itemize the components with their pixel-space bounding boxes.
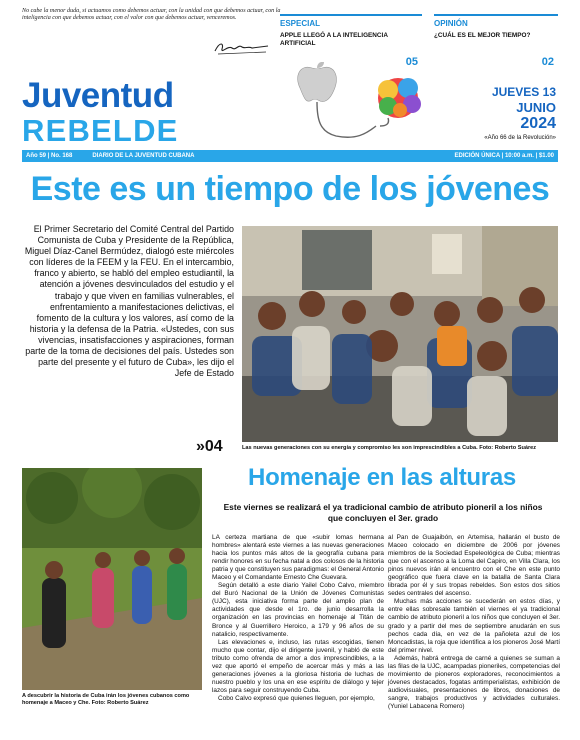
edition-info: EDICIÓN ÚNICA | 10:00 a.m. | $1.00 [454,153,554,159]
main-headline[interactable]: Este es un tiempo de los jóvenes [30,170,550,208]
masthead-strip [22,150,558,162]
masthead-logo-line2: REBELDE [22,113,179,148]
tagline: DIARIO DE LA JUVENTUD CUBANA [92,153,195,159]
issue-day: JUEVES 13 [491,85,556,99]
article-column-1 [212,534,384,703]
hiking-photo [22,468,202,690]
second-subhead: Este viernes se realizará el ya tradicional cambio de atributo pioneril a los niños que concluyen el 3er. grado [223,502,543,523]
second-headline[interactable]: Homenaje en las alturas [248,464,516,491]
paragraph: al Pan de Guajaibón, en Artemisa, hallarán el busto de Maceo colocado en diciembre de 2006 por jóvenes miembros de la Sociedad Espeleológica de Cuba; mientras que con el ascenso a la Loma del Capiro, en Villa Clara, los pinos nuevos irán al encuentro con el Che en este punto geográfico que fuera clave en la batalla de Santa Clara librada por él y sus tropas rebeldes. Son estos dos sitios sedes centrales del ascenso. [388,534,560,598]
masthead-logo-line1: Juventud [22,76,174,115]
teaser-headline: APPLE LLEGÓ A LA INTELIGENCIA ARTIFICIAL [280,32,388,47]
teaser-section: OPINIÓN [434,19,468,28]
teaser-opinion[interactable] [434,14,558,72]
article-column-2 [388,534,560,711]
main-photo [242,226,558,442]
hiking-photo-caption: A descubrir la historia de Cuba irán los jóvenes cubanos como homenaje a Maceo y Che. Foto: Roberto Suárez [22,693,190,706]
apple-ai-illustration [290,62,440,152]
main-photo-caption: Las nuevas generaciones con su energía y compromiso les son imprescindibles a Cuba. Foto: Roberto Suárez [242,445,537,451]
teaser-headline: ¿CUÁL ES EL MEJOR TIEMPO? [434,32,531,39]
paragraph: Las elevaciones e, incluso, las rutas escogidas, tienen mucho que contar, dijo el dirigente juvenil, y habló de este tributo como ofrenda de amor a dos imprescindibles, a la vez que aportó el empeño de acercar más y más a las generaciones jóvenes a la gloriosa historia de luchas de nuestro pueblo y los una en ese espíritu de diálogo y tejer lazos para seguir construyendo Cuba. [212,638,384,694]
teaser-page: 02 [541,56,554,68]
paragraph: Muchas más acciones se sucederán en estos días, y entre ellas sobresale también el viernes el ya tradicional cambio de atributo pioneril a los niños que concluyen el 3er. grado y a partir del mes de septiembre anudarán en sus pechos cada día, en vez de la pañoleta azul de los Moncadistas, la roja que identifica a los pioneros José Martí del primer nivel. [388,598,560,654]
issue-month: JUNIO [516,100,556,115]
main-lead: El Primer Secretario del Comité Central del Partido Comunista de Cuba y Presidente de la República, Miguel Díaz-Canel Bermúdez, dialogó este miércoles con líderes de la FEEM y la FEU. En el intercambio, franco y abierto, se habló del empleo estudiantil, la atención a jóvenes desvinculados del estudio y el trabajo y que viven en familias vulnerables, el enfrentamiento a manifestaciones delictivas, el fomento de la cultura y los valores, así como de la historia y la defensa de la Patria. «Ustedes, con sus vivencias, insatisfacciones y aspiraciones, forman parte de la toma de decisiones del país. Ustedes son parte del presente y el futuro de Cuba», les dijo el Jefe de Estado [24,224,234,379]
paragraph: Según detalló a este diario Yailel Cobo Calvo, miembro del Buró Nacional de la Unión de Jóvenes Comunistas (UJC), esta iniciativa forma parte del amplio plan de actividades que desde el 1ro. de junio desarrolla la organización en las provincias en homenaje al Titán de Bronce y al Guerrillero Heroico, a 179 y 96 años de su natalicio, respectivamente. [212,582,384,638]
masthead-motto: «Año 66 de la Revolución» [484,135,556,141]
signature [212,39,272,57]
paragraph: Cobo Calvo expresó que quienes lleguen, por ejemplo, [218,694,375,702]
paragraph: Además, habrá entrega de carné a quienes se suman a las filas de la UJC, acampadas pioneriles, competencias del movimiento de pioneros exploradores, reconocimientos a jóvenes destacados, fogatas antimperialistas, exhibición de audiovisuales, presentaciones de libros, donaciones de sangre, trabajos productivos y actividades culturales. (Yuniel Labacena Romero) [388,654,560,710]
issue-number: Año 59 | No. 168 [26,153,73,159]
teaser-page: 05 [405,56,418,68]
paragraph: LA certeza martiana de que «subir lomas hermana hombres» alentará este viernes a las nuevas generaciones hacia los puntos más altos de la geografía cubana para rendir honores en su fecha natal a dos colosos de la historia patria y que constituyen sus paradigmas: el General Antonio Maceo y el Comandante Ernesto Che Guevara. [212,534,384,582]
top-quote: No cabe la menor duda, si actuamos como debemos actuar, con la unidad con que debemos actuar, con la inteligencia con que debemos actuar, con el valor con que debemos actuar, venceremos. [22,8,281,22]
page-reference[interactable]: »04 [196,438,223,455]
issue-year: 2024 [520,115,556,132]
teaser-section: ESPECIAL [280,19,321,28]
